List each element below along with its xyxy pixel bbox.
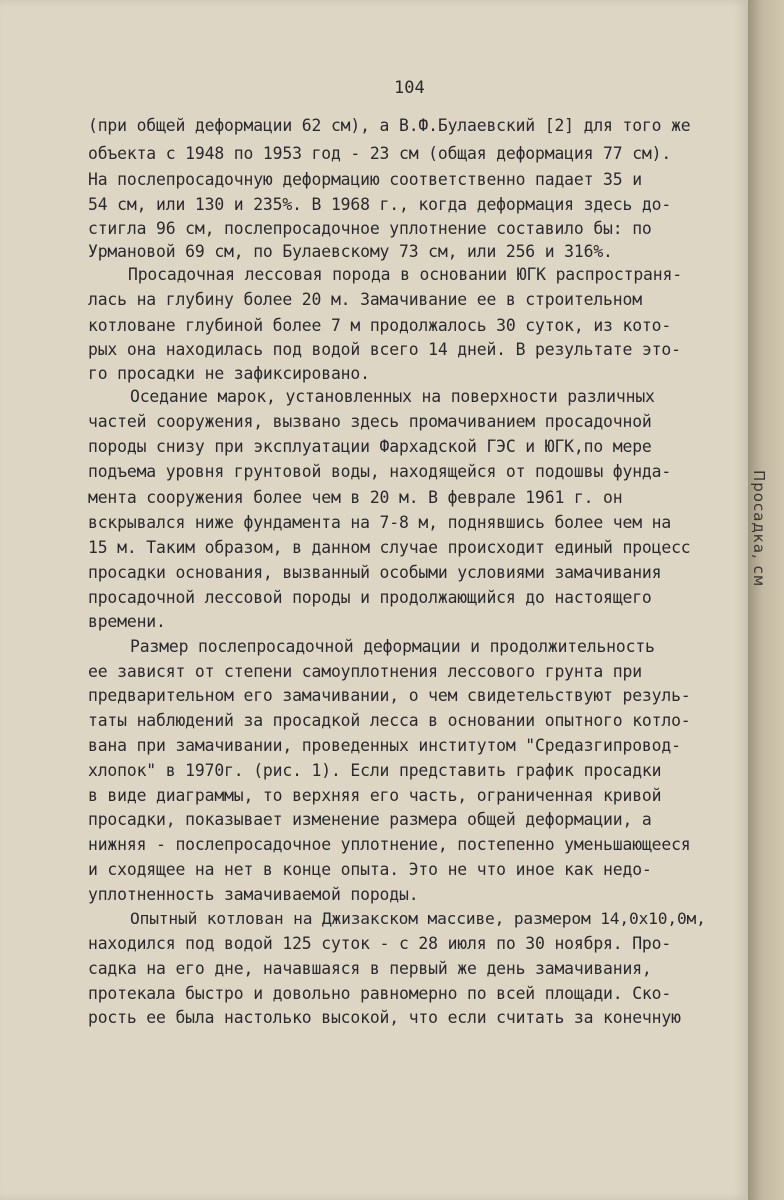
- text-line: подъема уровня грунтовой воды, находящейся от подошвы фунда-: [88, 462, 672, 481]
- text-line: Размер послепросадочной деформации и продолжительность: [130, 637, 655, 656]
- text-line: ее зависят от степени самоуплотнения лессового грунта при: [88, 662, 642, 681]
- text-line: рость ее была настолько высокой, что если считать за конечную: [88, 1008, 681, 1027]
- text-line: частей сооружения, вызвано здесь промачиванием просадочной: [88, 412, 652, 431]
- text-line: (при общей деформации 62 см), а В.Ф.Булаевский [2] для того же: [88, 116, 691, 135]
- text-line: таты наблюдений за просадкой лесса в основании опытного котло-: [88, 711, 691, 730]
- text-line: нижняя - послепросадочное уплотнение, постепенно уменьшающееся: [88, 835, 691, 854]
- text-line: На послепросадочную деформацию соответственно падает 35 и: [88, 170, 642, 189]
- text-line: породы снизу при эксплуатации Фархадской ГЭС и ЮГК,по мере: [88, 437, 652, 456]
- text-line: Просадочная лессовая порода в основании ЮГК распространя-: [128, 265, 682, 284]
- text-line: в виде диаграммы, то верхняя его часть, ограниченная кривой: [88, 786, 662, 805]
- text-line: объекта с 1948 по 1953 год - 23 см (общая деформация 77 см).: [88, 144, 672, 163]
- text-line: хлопок" в 1970г. (рис. 1). Если представить график просадки: [88, 761, 662, 780]
- text-line: котловане глубиной более 7 м продолжалось 30 суток, из кото-: [88, 316, 672, 335]
- text-line: просадки, показывает изменение размера общей деформации, а: [88, 810, 652, 829]
- text-line: предварительном его замачивании, о чем свидетельствуют резуль-: [88, 686, 691, 705]
- text-line: 54 см, или 130 и 235%. В 1968 г., когда деформация здесь до-: [88, 195, 672, 214]
- text-line: протекала быстро и довольно равномерно по всей площади. Ско-: [88, 984, 672, 1003]
- text-line: уплотненность замачиваемой породы.: [88, 885, 419, 904]
- text-line: Опытный котлован на Джизакском массиве, размером 14,0х10,0м,: [130, 909, 706, 928]
- text-line: го просадки не зафиксировано.: [88, 364, 370, 383]
- next-page-edge: [748, 0, 784, 1200]
- text-line: 15 м. Таким образом, в данном случае происходит единый процесс: [88, 538, 691, 557]
- text-line: просадочной лессовой породы и продолжающийся до настоящего: [88, 588, 652, 607]
- text-line: Оседание марок, установленных на поверхности различных: [130, 387, 655, 406]
- page-number: 104: [394, 78, 425, 98]
- text-line: просадки основания, вызванный особыми условиями замачивания: [88, 563, 662, 582]
- text-line: рых она находилась под водой всего 14 дней. В результате это-: [88, 340, 681, 359]
- text-line: стигла 96 см, послепросадочное уплотнение составило бы: по: [88, 219, 652, 238]
- side-axis-label: Просадка, см: [750, 470, 768, 588]
- text-line: лась на глубину более 20 м. Замачивание ее в строительном: [88, 290, 642, 309]
- text-line: садка на его дне, начавшаяся в первый же день замачивания,: [88, 959, 652, 978]
- text-line: времени.: [88, 612, 166, 631]
- text-line: вана при замачивании, проведенных институтом "Средазгипровод-: [88, 736, 681, 755]
- text-line: и сходящее на нет в конце опыта. Это не что иное как недо-: [88, 860, 652, 879]
- text-line: Урмановой 69 см, по Булаевскому 73 см, или 256 и 316%.: [88, 242, 613, 261]
- text-line: мента сооружения более чем в 20 м. В феврале 1961 г. он: [88, 488, 623, 507]
- text-line: вскрывался ниже фундамента на 7-8 м, поднявшись более чем на: [88, 513, 672, 532]
- text-line: находился под водой 125 суток - с 28 июля по 30 ноября. Про-: [88, 934, 672, 953]
